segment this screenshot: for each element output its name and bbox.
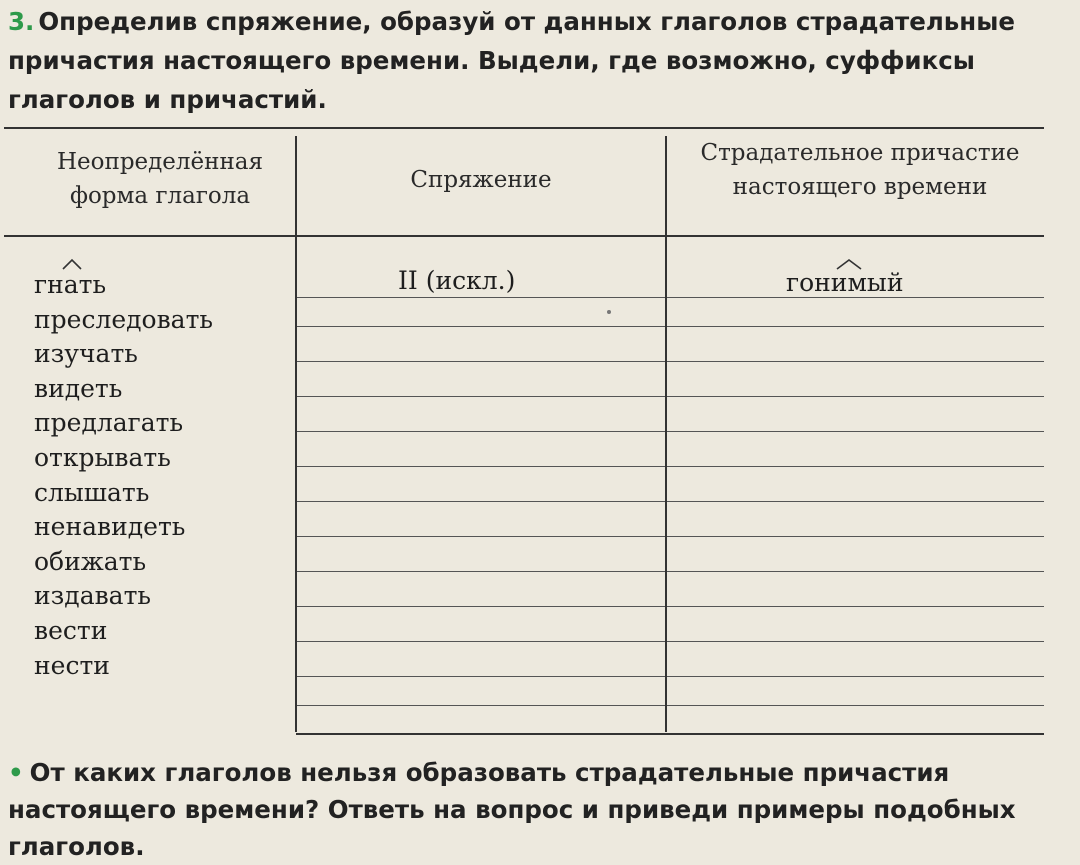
- row-divider: [296, 536, 1044, 537]
- question-text: От каких глаголов нельзя образовать страдательные причастия настоящего времени? Ответь на вопрос и приведи примеры подобных глаголов.: [8, 758, 1016, 861]
- verb-item: изучать: [34, 339, 138, 369]
- table-header-border: [4, 235, 1044, 237]
- row-divider: [296, 326, 1044, 327]
- task-number: 3.: [8, 7, 35, 36]
- stray-dot: [607, 310, 611, 314]
- table-bottom-border: [296, 733, 1044, 735]
- verb-list: [34, 268, 213, 683]
- header-conjugation: Спряжение: [410, 167, 552, 193]
- verb-item: гнать: [34, 270, 107, 299]
- example-conjugation: II (искл.): [398, 266, 516, 295]
- row-divider: [296, 641, 1044, 642]
- verb-item: предлагать: [34, 408, 184, 438]
- verb-item: ненавидеть: [34, 512, 186, 542]
- verb-item: издавать: [34, 581, 152, 611]
- verb-item: преследовать: [34, 304, 214, 334]
- row-divider: [296, 297, 1044, 298]
- verb-item: открывать: [34, 442, 171, 472]
- verb-item: слышать: [34, 477, 150, 507]
- row-divider: [296, 466, 1044, 467]
- verb-item: нести: [34, 650, 110, 680]
- verb-item: видеть: [34, 373, 123, 403]
- row-divider: [296, 431, 1044, 432]
- row-divider: [296, 606, 1044, 607]
- row-divider: [296, 501, 1044, 502]
- verb-item: обижать: [34, 546, 147, 576]
- task-instruction: Определив спряжение, образуй от данных глаголов страдательные причастия настоящего времени. Выдели, где возможно, суффиксы глаголов и причастий.: [8, 7, 1015, 114]
- example-participle: гонимый: [786, 268, 904, 297]
- row-divider: [296, 571, 1044, 572]
- column-divider: [665, 136, 667, 732]
- row-divider: [296, 705, 1044, 706]
- header-infinitive: Неопределённая форма глагола: [56, 149, 264, 209]
- task-text: [8, 2, 1072, 119]
- header-participle: Страдательное причастие настоящего времени: [700, 140, 1020, 200]
- suffix-mark-icon: [62, 258, 82, 270]
- verb-item: вести: [34, 615, 108, 645]
- row-divider: [296, 361, 1044, 362]
- column-divider: [295, 136, 297, 732]
- table-top-border: [4, 127, 1044, 129]
- row-divider: [296, 396, 1044, 397]
- follow-up-question: [8, 754, 1072, 865]
- row-divider: [296, 676, 1044, 677]
- bullet-icon: •: [8, 758, 24, 787]
